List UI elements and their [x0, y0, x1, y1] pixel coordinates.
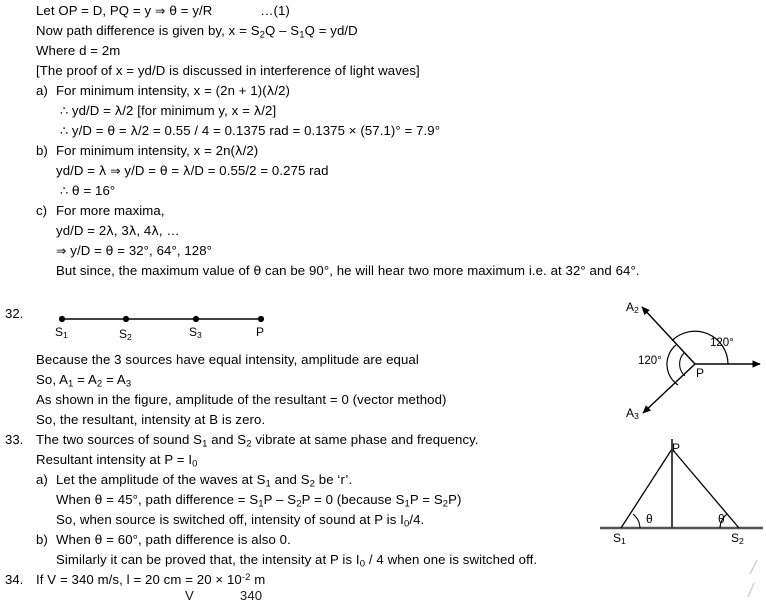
text-line-14: But since, the maximum value of θ can be 90°, he will hear two more maximum i.e. at 32° and 64°. — [56, 263, 640, 278]
vector-vertex-label-p: P — [696, 366, 705, 380]
p33-text-line-7: Similarly it can be proved that, the intensity at P is $I_0 / 4$ when one is switched off. — [56, 552, 538, 570]
triangle-base-label-s1: $S_1$ — [613, 531, 626, 547]
vector-label-a2: $A_2$ — [626, 300, 639, 316]
text-line-2: Now path difference is given by, $x = S_2Q - S_1Q = yd/D$ — [36, 23, 358, 41]
problem-number-32: 32. — [5, 306, 24, 321]
triangle-apex-label-p: P — [672, 441, 681, 455]
three-vector-120-figure — [600, 296, 766, 421]
two-source-triangle-figure — [595, 436, 766, 542]
line-text: Let OP = D, PQ = y ⇒ θ = y/R — [36, 3, 213, 18]
p32-text-line-2: So, $A_1 = A_2 = A_3$ — [36, 372, 132, 390]
text-line-8: For minimum intensity, x = 2n(λ/2) — [56, 143, 259, 158]
angle-label-120-left: 120° — [638, 355, 662, 367]
text-line-13: ⇒ y/D = θ = 32°, 64°, 128° — [56, 243, 213, 258]
angle-label-120-right: 120° — [710, 337, 734, 349]
p32-text-line-4: So, the resultant, intensity at B is zero. — [36, 412, 266, 427]
equation-number: …(1) — [260, 3, 290, 18]
text-line-9: yd/D = λ ⇒ y/D = θ = λ/D = 0.55/2 = 0.275 rad — [56, 163, 329, 178]
list-marker-b: b) — [36, 143, 48, 158]
p33-text-line-1: The two sources of sound $S_1$ and $S_2$ vibrate at same phase and frequency. — [36, 432, 479, 450]
triangle-angle-label-right: θ — [718, 512, 725, 526]
vector-label-a3: $A_3$ — [626, 406, 639, 422]
text-line-3: Where d = 2m — [36, 43, 121, 58]
p33-text-line-5: So, when source is switched off, intensity of sound at P is $I_0/4$. — [56, 512, 425, 530]
triangle-base-label-s2: $S_2$ — [731, 531, 744, 547]
clipped-next-line — [0, 588, 766, 603]
p33-text-line-4: When θ = 45°, path difference = $S_1P - S_2P = 0$ (because $S_1P = S_2P$) — [56, 492, 462, 510]
source-label-s3: $S_3$ — [189, 325, 202, 341]
problem-number-33: 33. — [5, 432, 24, 447]
p33-text-line-6: When θ = 60°, path difference is also 0. — [56, 532, 291, 547]
triangle-angle-label-left: θ — [646, 512, 653, 526]
problem-number-34: 34. — [5, 572, 24, 587]
p34-text-line-2: V 340 — [185, 588, 263, 603]
scan-artifact-mark — [744, 556, 766, 601]
text-line-11: For more maxima, — [56, 203, 165, 218]
text-line-4: [The proof of x = yd/D is discussed in interference of light waves] — [36, 63, 420, 78]
p33-text-line-3: Let the amplitude of the waves at $S_1$ and $S_2$ be ‘r’. — [56, 472, 353, 490]
text-line-10: ∴ θ = 16° — [60, 183, 116, 198]
list-marker-c: c) — [36, 203, 47, 218]
text-line-6: ∴ yd/D = λ/2 [for minimum y, x = λ/2] — [60, 103, 277, 118]
text-line-7: ∴ y/D = θ = λ/2 = 0.55 / 4 = 0.1375 rad = 0.1375 × (57.1)° = 7.9° — [60, 123, 441, 138]
p34-text-line-1: If V = 340 m/s, l = 20 cm = $20 \times 10^{-2}$ m — [36, 572, 266, 587]
text-line-5: For minimum intensity, x = (2n + 1)(λ/2) — [56, 83, 291, 98]
p32-text-line-3: As shown in the figure, amplitude of the resultant = 0 (vector method) — [36, 392, 447, 407]
text-line-1 — [36, 3, 290, 19]
list-marker-a: a) — [36, 83, 48, 98]
p33-text-line-2: Resultant intensity at $P = I_0$ — [36, 452, 198, 470]
p32-text-line-1: Because the 3 sources have equal intensity, amplitude are equal — [36, 352, 419, 367]
text-line-12: yd/D = 2λ, 3λ, 4λ, … — [56, 223, 180, 238]
p33-list-marker-b: b) — [36, 532, 48, 547]
source-label-s2: $S_2$ — [119, 327, 132, 343]
p33-list-marker-a: a) — [36, 472, 48, 487]
source-label-s1: $S_1$ — [55, 325, 68, 341]
collinear-sources-figure — [0, 300, 300, 345]
point-label-p-line: P — [256, 325, 265, 339]
